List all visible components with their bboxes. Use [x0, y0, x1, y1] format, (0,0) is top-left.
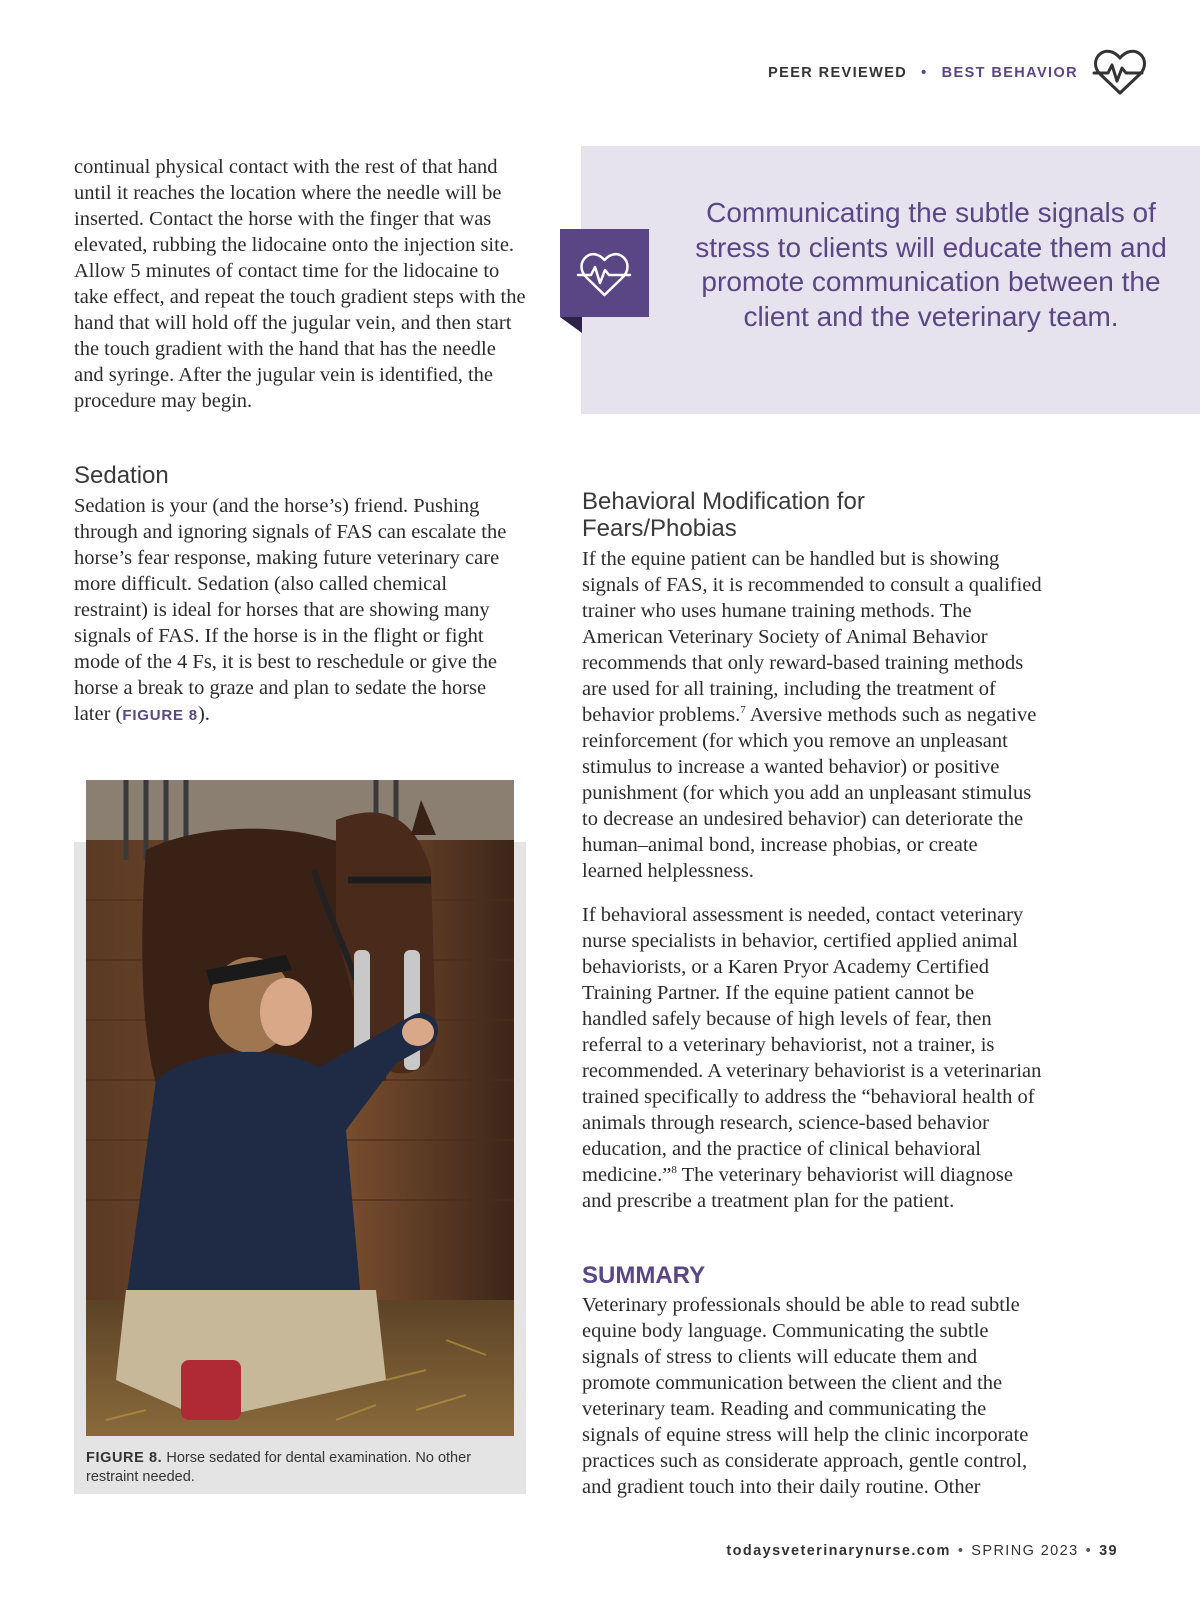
footer-separator: •: [1085, 1543, 1093, 1559]
sedation-section: [74, 462, 526, 729]
behavior-heading: Behavioral Modification for Fears/Phobias: [582, 488, 865, 542]
figure-caption-text: Horse sedated for dental examination. No other restraint needed.: [86, 1450, 472, 1485]
behavior-paragraph-2: [582, 902, 1042, 1214]
sedation-text: Sedation is your (and the horse’s) friend. Pushing through and ignoring signals of FAS can escalate the horse’s fear response, making future veterinary care more difficult. Sedation (also called chemical restraint) is ideal for horses that are showing many signals of FAS. If the horse is in the flight or fight mode of the 4 Fs, it is best to reschedule or give the horse a break to graze and plan to sedate the horse later (: [74, 495, 507, 725]
behavior-paragraph-1: [582, 546, 1042, 884]
footer-site[interactable]: todaysveterinarynurse.com: [726, 1543, 951, 1559]
intro-paragraph: continual physical contact with the rest of that hand until it reaches the location where the needle will be inserted. Contact the horse with the finger that was elevated, rubbing the lidocaine onto the injection site. Allow 5 minutes of contact time for the lidocaine to take effect, and repeat the touch gradient steps with the hand that will hold off the jugular vein, and then start the touch gradient with the hand that has the needle and syringe. After the jugular vein is identified, the procedure may begin.: [74, 156, 526, 412]
page-number: 39: [1099, 1543, 1118, 1559]
summary-heading: SUMMARY: [582, 1262, 706, 1289]
figure-caption: [86, 1449, 516, 1487]
summary-section: [582, 1262, 1042, 1500]
horse-photo: [86, 780, 514, 1436]
behavior-section: [582, 488, 1042, 884]
footer-separator: •: [957, 1543, 965, 1559]
pull-quote-badge: [560, 229, 649, 317]
behavior-text-2b: The veterinary behaviorist will diagnose and prescribe a treatment plan for the patient.: [582, 1164, 1013, 1212]
page-footer: [726, 1543, 1118, 1559]
sedation-text-end: ).: [197, 703, 210, 725]
badge-fold: [560, 317, 582, 333]
behavior-text-1b: Aversive methods such as negative reinforcement (for which you remove an unpleasant stimulus to increase a wanted behavior) or positive punishment (for which you add an unpleasant stimulus to decrease an undesired behavior) can deteriorate the human–animal bond, increase phobias, or create learned helplessness.: [582, 704, 1037, 882]
behavior-section-2: [582, 902, 1042, 1214]
sedation-heading: Sedation: [74, 462, 169, 489]
pull-quote-text: Communicating the subtle signals of stress to clients will educate them and promote communication between the client and the veterinary team.: [695, 197, 1167, 332]
heartbeat-icon: [560, 229, 649, 317]
footer-issue: SPRING 2023: [971, 1543, 1079, 1559]
pull-quote: [581, 146, 1200, 414]
running-header: [768, 48, 1148, 98]
heartbeat-icon: [1092, 48, 1148, 98]
figure-label: FIGURE 8.: [86, 1450, 163, 1466]
sedation-paragraph: [74, 493, 526, 729]
header-separator: •: [921, 65, 928, 81]
reference-7[interactable]: 7: [740, 704, 746, 717]
header-section: PEER REVIEWED: [768, 65, 908, 81]
behavior-text-2: If behavioral assessment is needed, contact veterinary nurse specialists in behavior, certified applied animal behaviorists, or a Karen Pryor Academy Certified Training Partner. If the equine patient cannot be handled safely because of high levels of fear, then referral to a veterinary behaviorist, not a trainer, is recommended. A veterinary behaviorist is a veterinarian trained specifically to address the “behavioral health of animals through research, science-based behavior education, and the practice of clinical behavioral medicine.”: [582, 904, 1042, 1186]
intro-block: [74, 154, 526, 414]
figure-8-reference[interactable]: FIGURE 8: [122, 707, 198, 724]
summary-paragraph: Veterinary professionals should be able to read subtle equine body language. Communicating the subtle signals of stress to clients will educate them and promote communication between the client and the veterinary team. Reading and communicating the signals of equine stress will help the clinic incorporate practices such as considerate approach, gentle control, and gradient touch into their daily routine. Other: [582, 1294, 1029, 1498]
reference-8[interactable]: 8: [671, 1164, 677, 1177]
behavior-text-1: If the equine patient can be handled but is showing signals of FAS, it is recommended to consult a qualified trainer who uses humane training methods. The American Veterinary Society of Animal Behavior recommends that only reward-based training methods are used for all training, including the treatment of behavior problems.: [582, 548, 1042, 726]
header-topic: BEST BEHAVIOR: [941, 65, 1078, 81]
